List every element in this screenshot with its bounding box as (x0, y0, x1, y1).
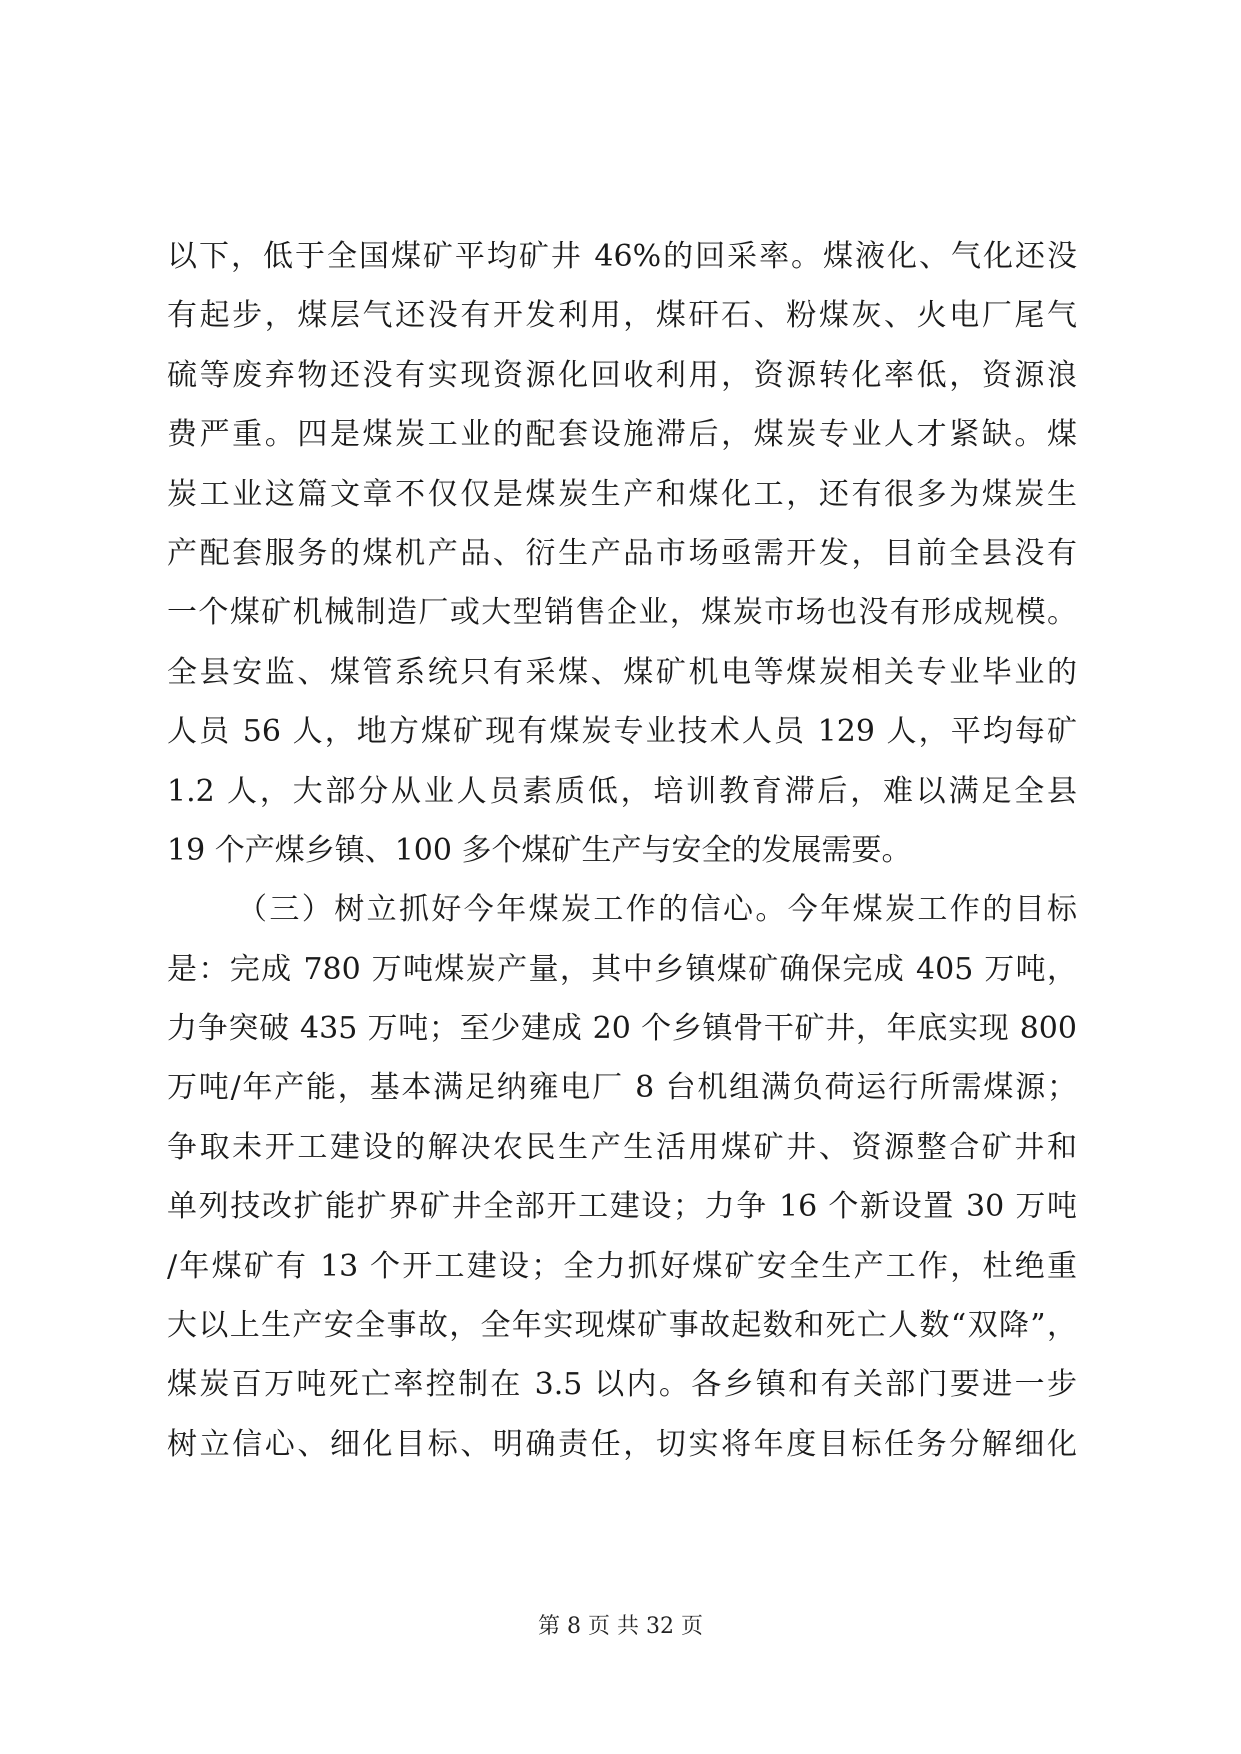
text-line: 炭工业这篇文章不仅仅是煤炭生产和煤化工，还有很多为煤炭生 (167, 476, 1077, 512)
text-line: 有起步，煤层气还没有开发利用，煤矸石、粉煤灰、火电厂尾气 (167, 298, 1077, 334)
text-line: 树立信心、细化目标、明确责任，切实将年度目标任务分解细化 (167, 1426, 1077, 1462)
paragraph-end-line: 19 个产煤乡镇、100 多个煤矿生产与安全的发展需要。 (167, 832, 912, 868)
text-line: 万吨/年产能，基本满足纳雍电厂 8 台机组满负荷运行所需煤源； (167, 1070, 1077, 1106)
text-line: 人员 56 人，地方煤矿现有煤炭专业技术人员 129 人，平均每矿 (167, 714, 1077, 750)
page-number-footer: 第 8 页 共 32 页 (538, 1614, 703, 1639)
text-line: 全县安监、煤管系统只有采煤、煤矿机电等煤炭相关专业毕业的 (167, 654, 1077, 690)
text-line: 争取未开工建设的解决农民生产生活用煤矿井、资源整合矿井和 (167, 1129, 1077, 1165)
text-line: 硫等废弃物还没有实现资源化回收利用，资源转化率低，资源浪 (167, 357, 1077, 393)
text-line: 以下，低于全国煤矿平均矿井 46%的回采率。煤液化、气化还没 (167, 239, 1077, 274)
text-line: /年煤矿有 13 个开工建设；全力抓好煤矿安全生产工作，杜绝重 (167, 1248, 1077, 1284)
text-line: 大以上生产安全事故，全年实现煤矿事故起数和死亡人数“双降”， (167, 1308, 1077, 1344)
text-line: 1.2 人，大部分从业人员素质低，培训教育滞后，难以满足全县 (167, 773, 1077, 809)
section-heading-line: （三）树立抓好今年煤炭工作的信心。今年煤炭工作的目标 (237, 892, 1077, 928)
text-line: 力争突破 435 万吨；至少建成 20 个乡镇骨干矿井，年底实现 800 (167, 1011, 1077, 1047)
text-line: 是：完成 780 万吨煤炭产量，其中乡镇煤矿确保完成 405 万吨， (167, 951, 1077, 987)
body-text (167, 227, 1077, 1474)
text-line: 费严重。四是煤炭工业的配套设施滞后，煤炭专业人才紧缺。煤 (167, 417, 1077, 453)
text-line: 单列技改扩能扩界矿井全部开工建设；力争 16 个新设置 30 万吨 (167, 1189, 1077, 1225)
text-line: 煤炭百万吨死亡率控制在 3.5 以内。各乡镇和有关部门要进一步 (167, 1367, 1077, 1403)
text-line: 一个煤矿机械制造厂或大型销售企业，煤炭市场也没有形成规模。 (167, 595, 1077, 631)
text-line: 产配套服务的煤机产品、衍生产品市场亟需开发，目前全县没有 (167, 535, 1077, 571)
